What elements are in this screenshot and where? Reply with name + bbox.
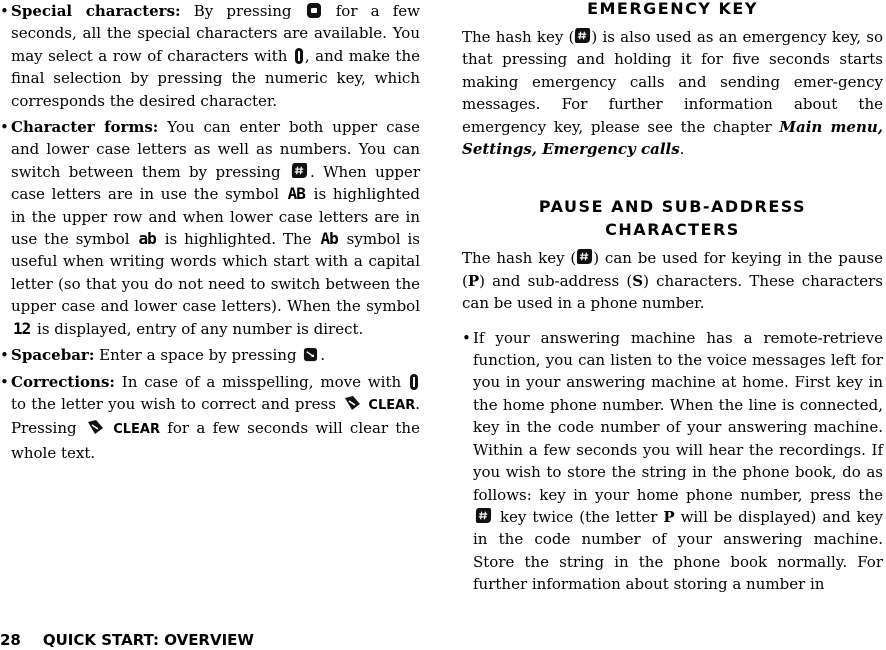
page-number: 28 xyxy=(0,631,21,649)
left-column xyxy=(0,0,420,468)
pause-paragraph: The hash key ( ) can be used for keying in the pause (P) and sub-address (S) characters. These characters can be used in a phone number. xyxy=(462,249,883,313)
hash-key-icon xyxy=(574,27,591,44)
emergency-key-heading: EMERGENCY KEY xyxy=(587,0,758,18)
chapter-reference: Main menu, Settings, Emergency calls xyxy=(462,117,883,159)
clear-key-icon xyxy=(86,419,104,435)
symbol-lower-case: ab xyxy=(138,229,156,249)
space-key-icon xyxy=(303,347,318,362)
hash-key-icon xyxy=(576,248,593,265)
symbol-mixed-case: Ab xyxy=(320,229,338,249)
symbol-upper-case: AB xyxy=(287,184,305,204)
corrections-item: • Corrections: In case of a misspelling, move with to the letter you wish to correct and press CLEAR. Pressing CLEAR for a few seconds will clear the whole text. xyxy=(0,372,420,462)
nav-key-icon xyxy=(295,48,303,64)
right-column xyxy=(462,0,883,600)
character-forms-title: Character forms: xyxy=(11,118,159,137)
hash-key-icon xyxy=(291,162,308,179)
special-characters-title: Special characters: xyxy=(11,2,181,20)
symbol-numbers: 12 xyxy=(13,318,31,338)
clear-label: CLEAR xyxy=(368,397,416,413)
clear-key-icon xyxy=(343,395,361,411)
nav-key-icon xyxy=(410,374,418,390)
pause-heading: PAUSE AND SUB-ADDRESS CHARACTERS xyxy=(538,197,807,240)
character-forms-item: • Character forms: You can enter both upper case and lower case letters as well as numbers. You can switch between them by pressing . When upper case letters are in use the symbol AB is highlighted in the upper row and when lower case letters are in use the symbol ab is highlighted. The Ab symbol is useful when writing words which start with a capital letter (so that you do not need to switch between the upper case and lower case letters). When the symbol 12 is displayed, entry of any number is direct. xyxy=(0,116,420,340)
section-title: QUICK START: OVERVIEW xyxy=(42,631,254,649)
spacebar-item: • Spacebar: Enter a space by pressing . xyxy=(0,346,326,365)
hash-key-icon xyxy=(475,507,492,524)
page-footer xyxy=(0,631,254,649)
spacebar-title: Spacebar: xyxy=(11,346,95,365)
clear-label: CLEAR xyxy=(113,422,160,438)
corrections-title: Corrections: xyxy=(11,372,115,391)
answering-machine-item: • If your answering machine has a remote-retrieve function, you can listen to the voice messages left for you in your answering machine at home. First key in the home phone number. When the line is connected, key in the code number of your answering machine. Within a few seconds you will hear the recordings. If you wish to store the string in the phone book, do as follows: key in your home phone number, press the key twice (the letter P will be displayed) and key in the code number of your answering machine. Store the string in the phone book normally. For further information about storing a number in xyxy=(462,328,883,594)
special-characters-item: • Special characters: By pressing for a few seconds, all the special characters are available. You may select a row of characters with , and make the final selection by pressing the numeric key, which corresponds the desired character. xyxy=(0,2,420,110)
one-key-icon xyxy=(307,3,321,18)
emergency-key-paragraph: The hash key ( ) is also used as an emergency key, so that pressing and holding it for five seconds starts making emergency calls and sending emer-gency messages. For further information about the emergency key, please see the chapter Main menu, Settings, Emergency calls. xyxy=(462,28,883,159)
